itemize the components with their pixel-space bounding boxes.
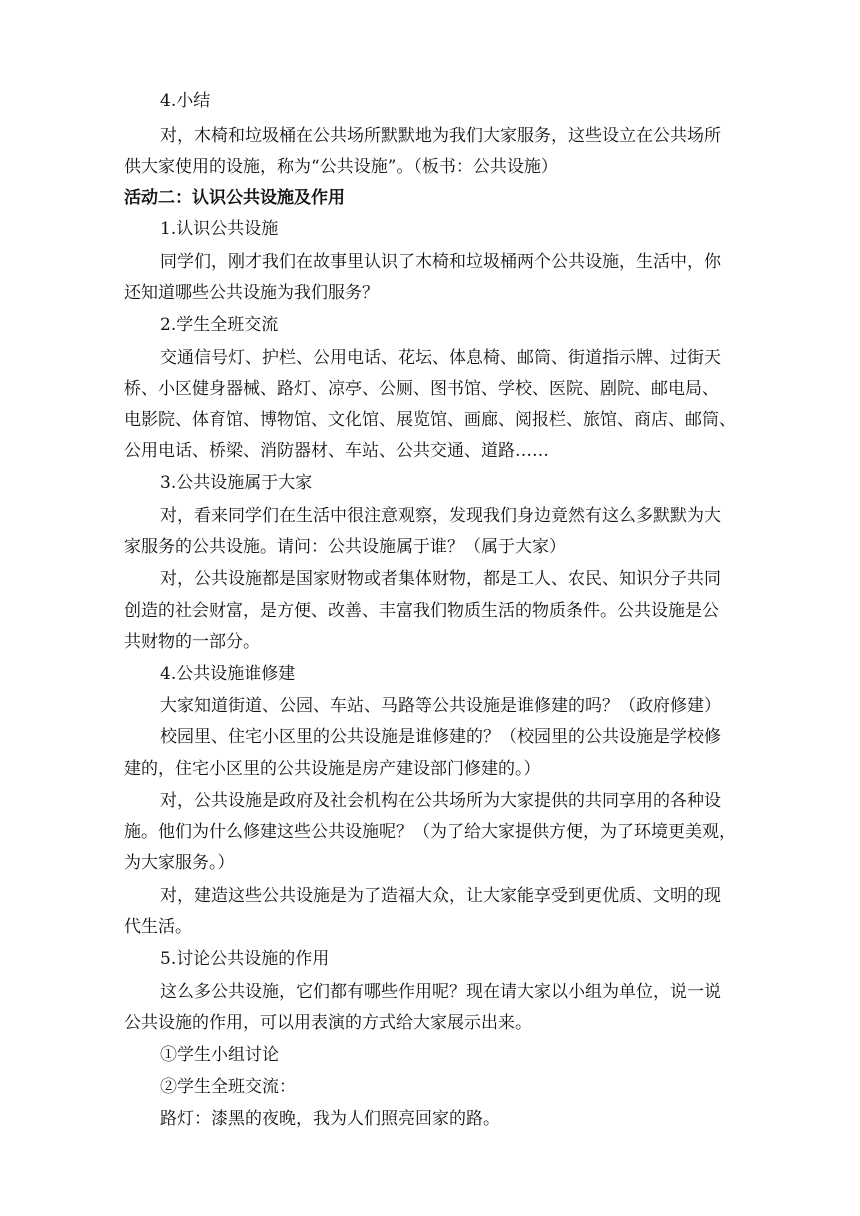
paragraph-line: 施。他们为什么修建这些公共设施呢？（为了给大家提供方便，为了环境更美观， [124,822,736,842]
section-heading: 4.公共设施谁修建 [160,664,296,684]
activity-heading: 活动二：认识公共设施及作用 [124,188,345,208]
paragraph-line: 校园里、住宅小区里的公共设施是谁修建的？（校园里的公共设施是学校修 [160,727,721,747]
list-item: ①学生小组讨论 [160,1045,279,1065]
paragraph-line: 为大家服务。） [124,853,235,873]
section-heading: 5.讨论公共设施的作用 [160,949,330,969]
paragraph-line: 同学们，刚才我们在故事里认识了木椅和垃圾桶两个公共设施，生活中，你 [160,252,721,272]
section-heading: 2.学生全班交流 [160,315,279,335]
paragraph-line: 代生活。 [124,917,192,937]
section-heading: 1.认识公共设施 [160,219,279,239]
paragraph-line: 对，建造这些公共设施是为了造福大众，让大家能享受到更优质、文明的现 [160,886,721,906]
section-heading: 3.公共设施属于大家 [160,473,313,493]
paragraph-line: 交通信号灯、护栏、公用电话、花坛、体息椅、邮筒、街道指示牌、过街天 [160,348,721,368]
paragraph-line: 家服务的公共设施。请问：公共设施属于谁？（属于大家） [124,537,566,557]
paragraph-line: 公共设施的作用，可以用表演的方式给大家展示出来。 [124,1013,532,1033]
section-heading: 4.小结 [160,91,211,111]
paragraph-line: 这么多公共设施，它们都有哪些作用呢？现在请大家以小组为单位，说一说 [160,982,721,1002]
paragraph-line: 桥、小区健身器械、路灯、凉亭、公厕、图书馆、学校、医院、剧院、邮电局、 [124,379,719,399]
paragraph-line: 建的，住宅小区里的公共设施是房产建设部门修建的。） [124,759,541,779]
paragraph-line: 大家知道街道、公园、车站、马路等公共设施是谁修建的吗？（政府修建） [160,696,721,716]
paragraph-line: 对，木椅和垃圾桶在公共场所默默地为我们大家服务，这些设立在公共场所 [160,126,721,146]
paragraph-line: 创造的社会财富，是方便、改善、丰富我们物质生活的物质条件。公共设施是公 [124,601,719,621]
paragraph-line: 共财物的一部分。 [124,632,260,652]
paragraph-line: 对，公共设施都是国家财物或者集体财物，都是工人、农民、知识分子共同 [160,569,721,589]
paragraph-line: 电影院、体育馆、博物馆、文化馆、展览馆、画廊、阅报栏、旅馆、商店、邮筒、 [124,410,736,430]
paragraph-line: 路灯：漆黑的夜晚，我为人们照亮回家的路。 [160,1109,500,1129]
list-item: ②学生全班交流： [160,1077,296,1097]
paragraph-line: 对，公共设施是政府及社会机构在公共场所为大家提供的共同享用的各种设 [160,791,721,811]
paragraph-line: 公用电话、桥梁、消防器材、车站、公共交通、道路…… [124,441,549,461]
paragraph-line: 还知道哪些公共设施为我们服务？ [124,283,379,303]
paragraph-line: 供大家使用的设施，称为“公共设施”。（板书：公共设施） [124,157,558,177]
paragraph-line: 对，看来同学们在生活中很注意观察，发现我们身边竟然有这么多默默为大 [160,506,721,526]
